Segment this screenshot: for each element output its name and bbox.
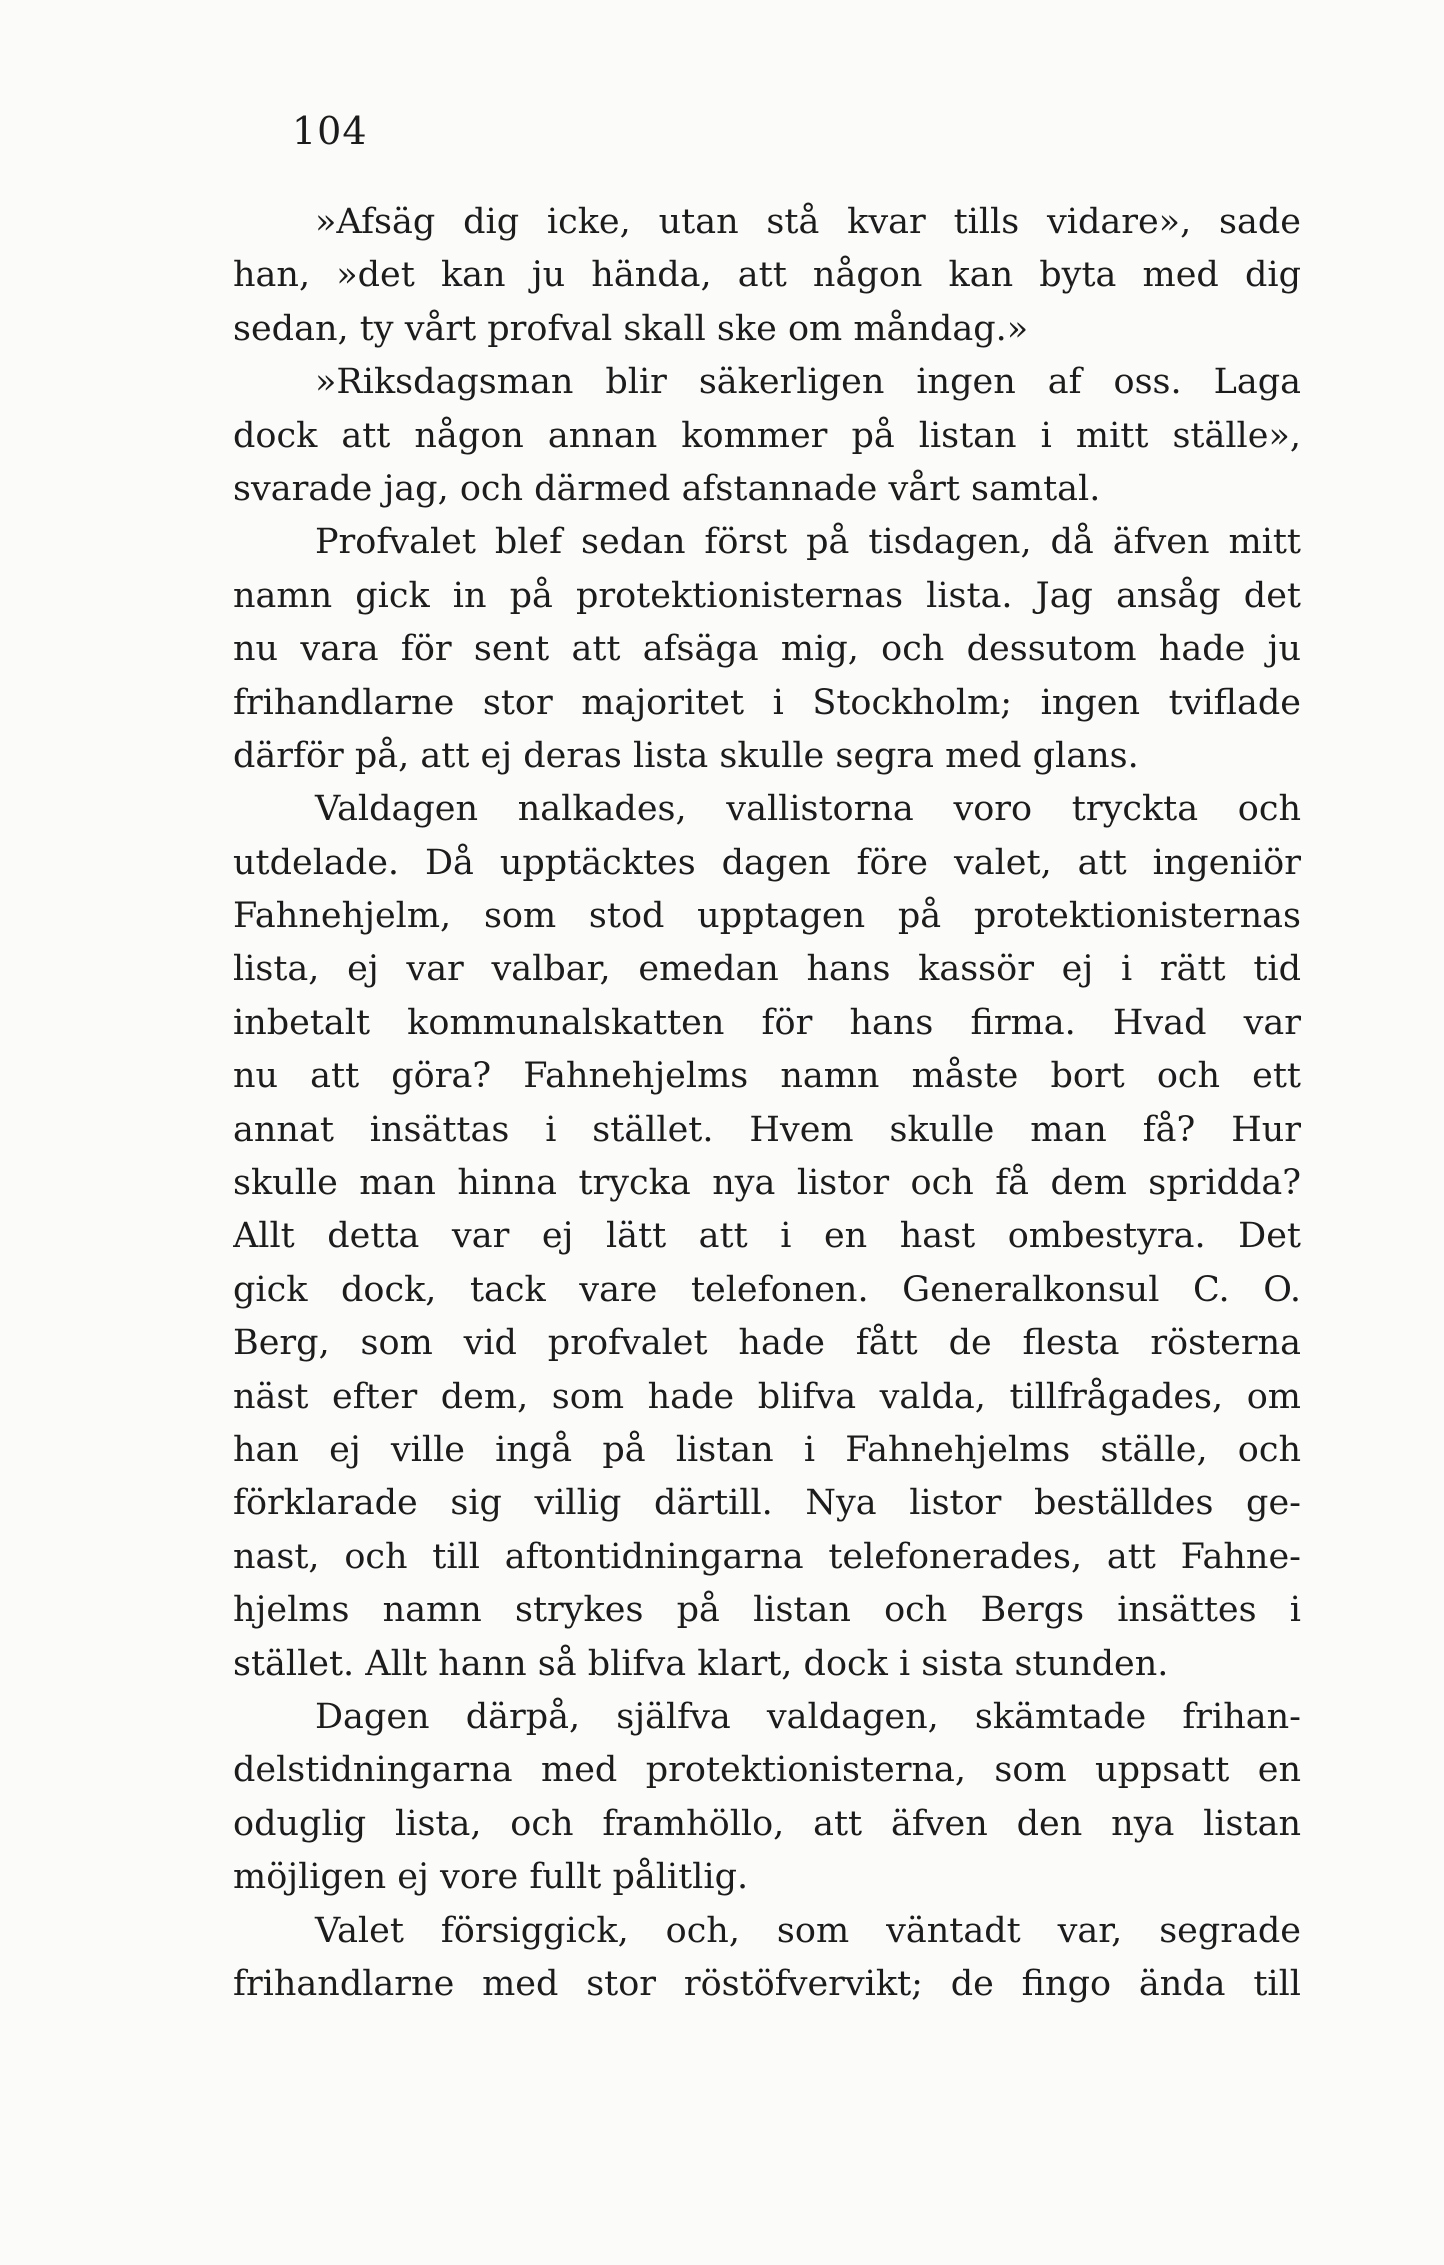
text-line: Profvalet blef sedan först på tisdagen, då äfven mitt: [315, 522, 1301, 563]
text-line: gick dock, tack vare telefonen. Generalkonsul C. O.: [233, 1269, 1301, 1310]
text-line: Allt detta var ej lätt att i en hast ombestyra. Det: [233, 1216, 1301, 1257]
body-text: [233, 196, 1301, 2011]
text-line: inbetalt kommunalskatten för hans firma. Hvad var: [233, 1002, 1301, 1043]
text-line: sedan, ty vårt profval skall ske om måndag.»: [233, 308, 1029, 349]
page-number: 104: [292, 109, 368, 153]
text-line: svarade jag, och därmed afstannade vårt samtal.: [233, 468, 1101, 509]
text-line: hjelms namn strykes på listan och Bergs insättes i: [233, 1590, 1301, 1631]
text-line: näst efter dem, som hade blifva valda, tillfrågades, om: [233, 1376, 1301, 1417]
text-line: »Afsäg dig icke, utan stå kvar tills vidare», sade: [315, 202, 1301, 242]
text-line: frihandlarne stor majoritet i Stockholm; ingen tviflade: [233, 682, 1301, 723]
text-line: skulle man hinna trycka nya listor och få dem spridda?: [233, 1163, 1301, 1204]
text-line: förklarade sig villig därtill. Nya listor beställdes ge-: [233, 1483, 1301, 1524]
text-line: annat insättas i stället. Hvem skulle man få? Hur: [233, 1109, 1301, 1150]
text-line: oduglig lista, och framhöllo, att äfven den nya listan: [233, 1803, 1301, 1844]
text-line: namn gick in på protektionisternas lista. Jag ansåg det: [233, 575, 1301, 616]
text-line: möjligen ej vore fullt pålitlig.: [233, 1857, 749, 1898]
text-line: han, »det kan ju hända, att någon kan byta med dig: [233, 255, 1301, 296]
text-line: Dagen därpå, själfva valdagen, skämtade frihan-: [315, 1696, 1301, 1737]
text-line: Berg, som vid profvalet hade fått de flesta rösterna: [233, 1323, 1301, 1364]
text-line: nu att göra? Fahnehjelms namn måste bort och ett: [233, 1056, 1301, 1097]
text-line: han ej ville ingå på listan i Fahnehjelms ställe, och: [233, 1429, 1301, 1470]
text-line: nu vara för sent att afsäga mig, och dessutom hade ju: [233, 629, 1301, 670]
text-line: dock att någon annan kommer på listan i mitt ställe»,: [233, 415, 1301, 456]
text-line: delstidningarna med protektionisterna, som uppsatt en: [233, 1750, 1301, 1791]
text-line: frihandlarne med stor röstöfvervikt; de fingo ända till: [233, 1963, 1301, 2004]
text-line: utdelade. Då upptäcktes dagen före valet, att ingeniör: [233, 842, 1301, 883]
text-line: nast, och till aftontidningarna telefonerades, att Fahne-: [233, 1536, 1301, 1577]
text-line: Valdagen nalkades, vallistorna voro tryckta och: [315, 789, 1301, 830]
text-line: Valet försiggick, och, som väntadt var, segrade: [315, 1910, 1301, 1951]
text-line: stället. Allt hann så blifva klart, dock i sista stunden.: [233, 1643, 1169, 1684]
text-line: »Riksdagsman blir säkerligen ingen af oss. Laga: [315, 362, 1301, 403]
text-line: lista, ej var valbar, emedan hans kassör ej i rätt tid: [233, 949, 1301, 990]
text-line: Fahnehjelm, som stod upptagen på protektionisternas: [233, 896, 1301, 937]
text-line: därför på, att ej deras lista skulle segra med glans.: [233, 735, 1139, 776]
